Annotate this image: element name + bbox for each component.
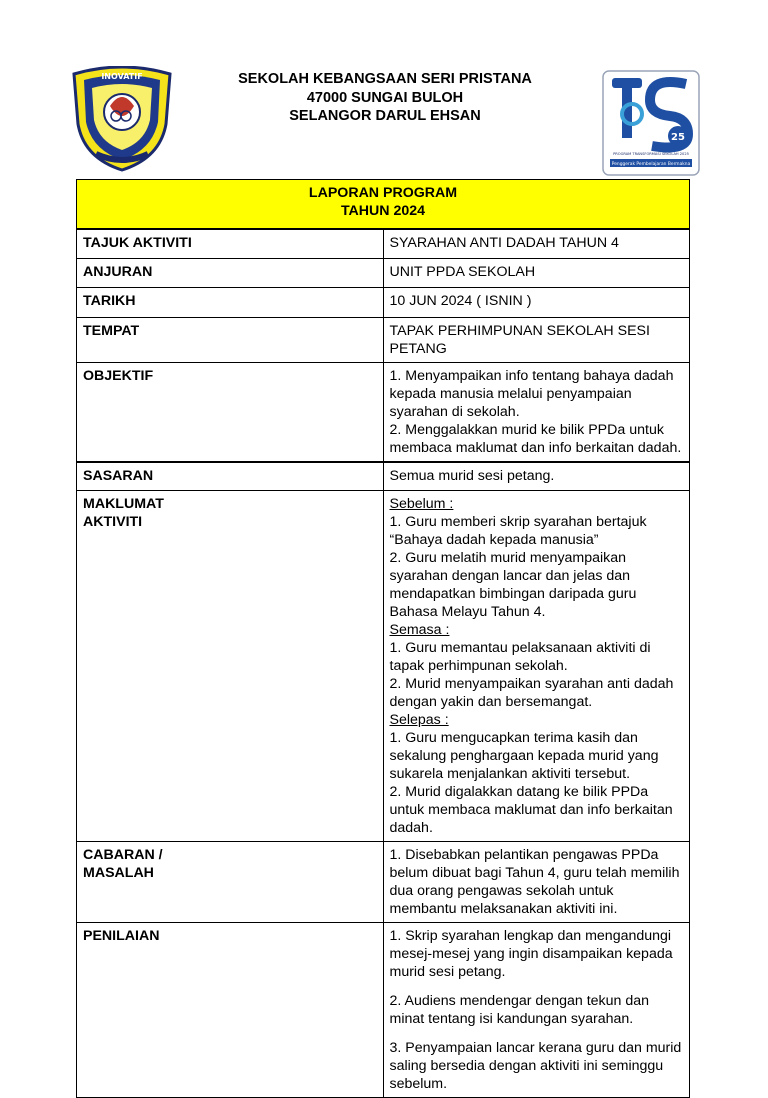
selepas-item: 1. Guru mengucapkan terima kasih dan sekalung penghargaan kepada murid yang sukarela menjalankan aktiviti tersebut. [389, 730, 659, 782]
semasa-heading: Semasa : [389, 622, 450, 638]
row-sasaran [77, 462, 690, 491]
label-anjuran: ANJURAN [77, 258, 384, 287]
row-objektif [77, 362, 690, 462]
label-cabaran-line2: MASALAH [83, 865, 154, 881]
label-penilaian: PENILAIAN [77, 923, 384, 1098]
report-title-row [77, 180, 690, 230]
value-penilaian [383, 923, 690, 1098]
value-tajuk: SYARAHAN ANTI DADAH TAHUN 4 [383, 229, 690, 258]
label-objektif: OBJEKTIF [77, 362, 384, 462]
crest-motto-text: INOVATIF [101, 72, 143, 81]
semasa-item: 2. Murid menyampaikan syarahan anti dadah dengan yakin dan bersemangat. [389, 676, 674, 710]
label-cabaran-line1: CABARAN / [83, 847, 163, 863]
row-tempat [77, 317, 690, 362]
school-postcode-city: 47000 SUNGAI BULOH [306, 89, 464, 106]
label-tajuk: TAJUK AKTIVITI [77, 229, 384, 258]
school-name: SEKOLAH KEBANGSAAN SERI PRISTANA [238, 71, 532, 87]
ts25-tagline: Penggerak Pembelajaran Bermakna [611, 162, 691, 167]
report-year: TAHUN 2024 [340, 203, 426, 219]
ts25-number: 25 [671, 132, 685, 143]
row-anjuran [77, 258, 690, 287]
school-crest-logo [66, 66, 178, 172]
document-header [0, 0, 768, 180]
objektif-item: 1. Menyampaikan info tentang bahaya dadah kepada manusia melalui penyampaian syarahan di sekolah. [389, 367, 674, 420]
selepas-heading: Selepas : [389, 712, 449, 728]
report-title: LAPORAN PROGRAM [308, 185, 458, 201]
value-cabaran: 1. Disebabkan pelantikan pengawas PPDa belum dibuat bagi Tahun 4, guru telah memilih dua orang pengawas sekolah untuk membantu melaksanakan aktiviti ini. [383, 842, 690, 923]
value-maklumat [383, 491, 690, 842]
report-title-banner [77, 180, 690, 230]
program-report-table [76, 179, 690, 1098]
label-cabaran [77, 842, 384, 923]
penilaian-item: 3. Penyampaian lancar kerana guru dan murid saling bersedia dengan aktiviti ini seminggu sebelum. [389, 1040, 682, 1092]
penilaian-item: 2. Audiens mendengar dengan tekun dan minat tentang isi kandungan syarahan. [389, 993, 650, 1027]
value-anjuran: UNIT PPDA SEKOLAH [383, 258, 690, 287]
value-tempat: TAPAK PERHIMPUNAN SEKOLAH SESI PETANG [383, 317, 690, 362]
objektif-item: 2. Menggalakkan murid ke bilik PPDa untuk membaca maklumat dan info berkaitan dadah. [389, 421, 682, 456]
ts25-program-text: PROGRAM TRANSFORMASI SEKOLAH 2025 [613, 152, 689, 156]
ts25-logo [602, 70, 700, 176]
label-maklumat-line2: AKTIVITI [83, 514, 143, 530]
semasa-item: 1. Guru memantau pelaksanaan aktiviti di tapak perhimpunan sekolah. [389, 640, 651, 674]
row-maklumat [77, 491, 690, 842]
value-sasaran: Semua murid sesi petang. [383, 462, 690, 491]
value-objektif [383, 362, 690, 462]
selepas-item: 2. Murid digalakkan datang ke bilik PPDa untuk membaca maklumat dan info berkaitan dadah. [389, 784, 673, 836]
label-maklumat-line1: MAKLUMAT [83, 496, 164, 512]
label-tarikh: TARIKH [77, 287, 384, 317]
label-tempat: TEMPAT [77, 317, 384, 362]
row-tarikh [77, 287, 690, 317]
school-address-block [190, 70, 580, 126]
penilaian-item: 1. Skrip syarahan lengkap dan mengandungi mesej-mesej yang ingin disampaikan kepada murid sesi petang. [389, 928, 673, 980]
row-tajuk [77, 229, 690, 258]
label-maklumat [77, 491, 384, 842]
school-state: SELANGOR DARUL EHSAN [289, 108, 481, 124]
row-penilaian [77, 923, 690, 1098]
value-tarikh: 10 JUN 2024 ( ISNIN ) [383, 287, 690, 317]
row-cabaran [77, 842, 690, 923]
sebelum-item: 2. Guru melatih murid menyampaikan syarahan dengan lancar dan jelas dan mendapatkan bimbingan daripada guru Bahasa Melayu Tahun 4. [389, 550, 637, 620]
label-sasaran: SASARAN [77, 462, 384, 491]
sebelum-item: 1. Guru memberi skrip syarahan bertajuk “Bahaya dadah kepada manusia” [389, 514, 647, 548]
sebelum-heading: Sebelum : [389, 496, 454, 512]
